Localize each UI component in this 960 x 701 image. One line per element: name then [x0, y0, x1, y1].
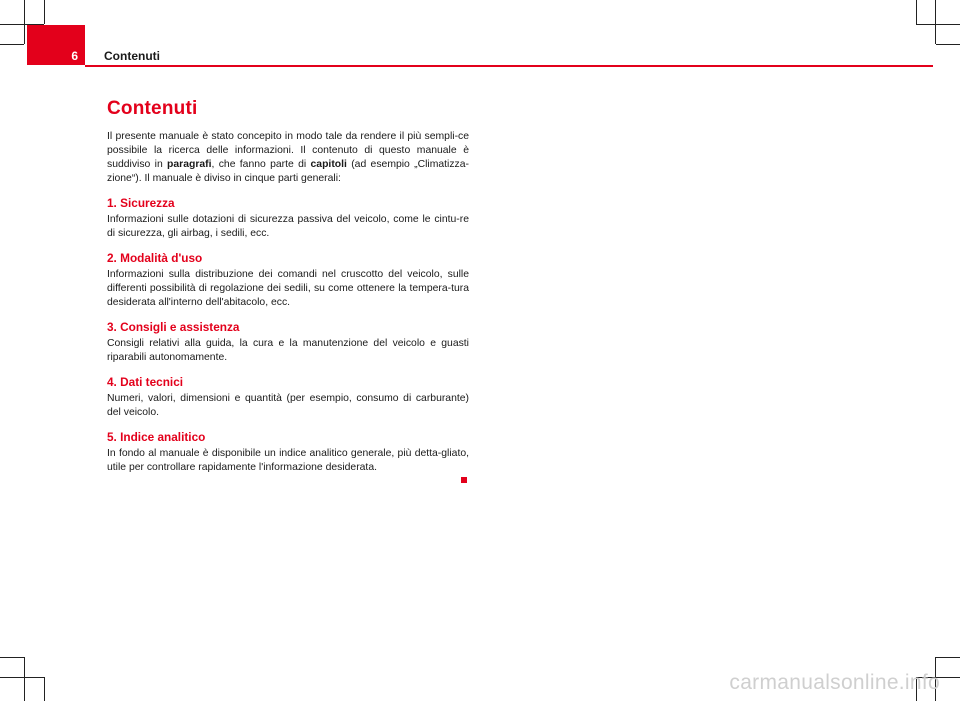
crop-mark	[916, 24, 960, 25]
main-content	[107, 98, 469, 475]
end-of-section-square-icon	[461, 477, 467, 483]
section-heading: 4. Dati tecnici	[107, 375, 184, 389]
crop-mark	[24, 0, 25, 44]
section-text: Consigli relativi alla guida, la cura e la manutenzione del veicolo e guasti riparabili autonomamente.	[107, 338, 469, 363]
page-number-tab	[27, 25, 85, 65]
crop-mark	[44, 0, 45, 24]
section-heading: 3. Consigli e assistenza	[107, 320, 240, 334]
running-header-title: Contenuti	[104, 49, 160, 63]
watermark: carmanualsonline.info	[729, 671, 940, 694]
crop-mark	[936, 44, 960, 45]
intro-text: (ad esempio „Climatizza-zione“). Il manuale è diviso in cinque parti generali:	[107, 159, 469, 184]
section-text: Numeri, valori, dimensioni e quantità (per esempio, consumo di carburante) del veicolo.	[107, 393, 469, 418]
intro-paragraph	[107, 130, 469, 186]
crop-mark	[0, 44, 24, 45]
crop-mark	[0, 677, 44, 678]
crop-mark	[916, 0, 917, 24]
header-rule	[85, 65, 933, 67]
crop-mark	[24, 657, 25, 701]
page-title: Contenuti	[107, 98, 198, 119]
crop-mark	[936, 657, 960, 658]
intro-bold-term: capitoli	[310, 159, 347, 170]
intro-bold-term: paragrafi	[167, 159, 212, 170]
section-text: Informazioni sulle dotazioni di sicurezza passiva del veicolo, come le cintu-re di sicurezza, gli airbag, i sedili, ecc.	[107, 214, 469, 239]
crop-mark	[935, 0, 936, 44]
section-text: In fondo al manuale è disponibile un indice analitico generale, più detta-gliato, utile per controllare rapidamente l'informazione desiderata.	[107, 448, 469, 473]
crop-mark	[44, 677, 45, 701]
intro-text: , che fanno parte di	[211, 159, 311, 170]
intro-text: Il presente manuale è stato concepito in modo tale da rendere il più sempli-ce possibile la ricerca delle informazioni. Il contenuto di questo manuale è suddiviso in	[107, 131, 469, 170]
section-text: Informazioni sulla distribuzione dei comandi nel cruscotto del veicolo, sulle differenti possibilità di regolazione dei sedili, su come ottenere la tempera-tura desiderata all'interno dell'abitacolo, ecc.	[107, 269, 469, 308]
section-heading: 2. Modalità d'uso	[107, 251, 203, 265]
crop-mark	[0, 657, 24, 658]
section-heading: 5. Indice analitico	[107, 430, 206, 444]
page-number: 6	[71, 49, 78, 63]
section-heading: 1. Sicurezza	[107, 196, 175, 210]
